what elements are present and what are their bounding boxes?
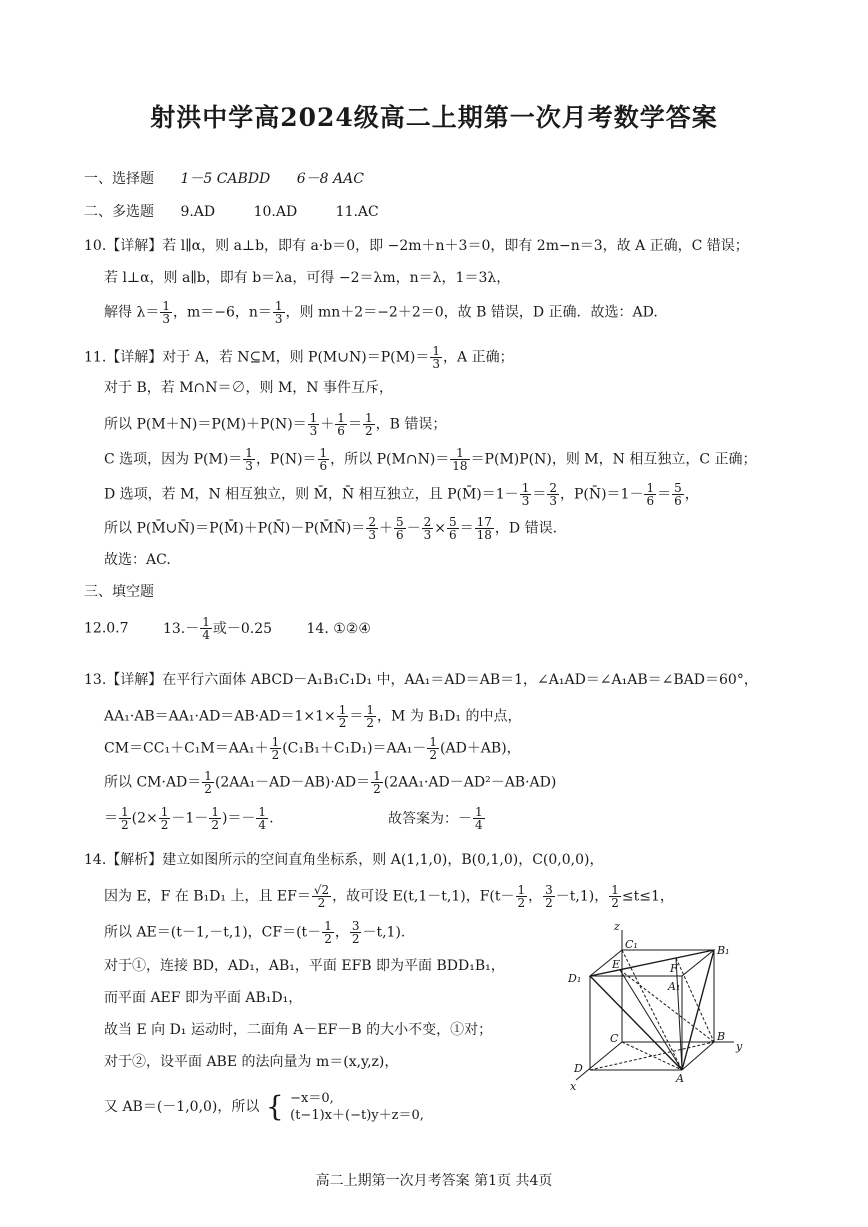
section-choice (84, 169, 364, 189)
q13-line-3: CM＝CC₁＋C₁M＝AA₁＋ $\frac{1}{2}$ (C₁B₁＋C₁D₁)＝AA₁－ $\frac{1}{2}$ (AD＋AB)， (104, 735, 521, 762)
q14-line-3: 所以 AE＝(t－1,－t,1)，CF＝(t－ $\frac{1}{2}$ ， $\frac{3}{2}$ －t,1). (104, 919, 406, 946)
q13-line-5: ＝ $\frac{1}{2}$ (2× $\frac{1}{2}$ －1－ $\frac{1}{2}$ )＝－ $\frac{1}{4}$ . 故答案为：－ $\frac{1}{4}$ (104, 806, 486, 831)
q13-line-2: AA₁·AB＝AA₁·AD＝AB·AD＝1×1× $\frac{1}{2}$ ＝ $\frac{1}{2}$ ，M 为 B₁D₁ 的中点， (104, 703, 522, 730)
fraction: $\frac{1}{2}$ (364, 411, 373, 438)
fraction: $\frac{5}{6}$ (674, 481, 682, 508)
q10-text: ，则 mn＋2＝−2＋2＝0，故 B 错误，D 正确．故选：AD. (285, 304, 658, 321)
q10-text: 解得 λ＝ (104, 304, 160, 321)
fraction: $\frac{1}{2}$ (121, 805, 129, 832)
answer-12: 12.0.7 (84, 620, 129, 637)
label-C1: C₁ (625, 938, 638, 951)
edge-AB (682, 1042, 714, 1070)
q11-line-6: 所以 P(M̄∪N̄)＝P(M̄)＋P(N̄)－P(M̄N̄)＝ $\frac{2}{3}$ ＋ $\frac{5}{6}$ － $\frac{2}{3}$ × $\frac{5}{6}$ ＝ $\frac{17}{18}$ ，D 错误. (104, 515, 558, 542)
system-brace: { (265, 1090, 284, 1123)
q11-line-5: D 选项，若 M，N 相互独立，则 M̄，N̄ 相互独立，且 P(M̄)＝1－ $\frac{1}{3}$ ＝ $\frac{2}{3}$ ，P(N̄)＝1－ $\frac{1}{6}$ ＝ $\frac{5}{6}$ ， (104, 481, 699, 508)
q14-line-8: 又 AB＝(－1,0,0)，所以 { −x＝0, (t−1)x＋(−t)y＋z＝0, (104, 1090, 424, 1123)
q11-line-4: C 选项，因为 P(M)＝ $\frac{1}{3}$ ，P(N)＝ $\frac{1}{6}$ ，所以 P(M∩N)＝ $\frac{1}{18}$ ＝P(M)P(N)，则 M，N 相互独立，C 正确； (104, 446, 757, 473)
label-z: z (614, 922, 620, 933)
fraction: $\frac{2}{3}$ (423, 515, 432, 542)
fraction: $\frac{2}{3}$ (549, 481, 557, 508)
fraction: $\frac{1}{2}$ (211, 805, 219, 832)
label-D1: D₁ (568, 972, 582, 985)
answer-13: 13.－ $\frac{1}{4}$ 或－0.25 (162, 615, 273, 642)
label-B: B (717, 1030, 726, 1043)
section-fill-label: 三、填空题 (84, 584, 154, 600)
fraction: $\frac{3}{2}$ (545, 883, 553, 910)
fraction: $\frac{1}{6}$ (337, 411, 345, 438)
q10-line-3 (104, 300, 658, 325)
fraction: $\frac{17}{18}$ (476, 515, 492, 542)
fraction: $\frac{2}{3}$ (368, 515, 376, 542)
q14-line-7: 对于②，设平面 ABE 的法向量为 m＝(x,y,z)， (104, 1054, 399, 1070)
q11-line-1: 11.【详解】对于 A，若 N⊆M，则 P(M∪N)＝P(M)＝ $\frac{1}{3}$ ，A 正确； (84, 344, 514, 371)
answer-11: 11.AC (335, 204, 379, 220)
fraction: $\frac{1}{2}$ (373, 769, 381, 796)
section-multi (84, 202, 379, 222)
q14-line-6: 故当 E 向 D₁ 运动时，二面角 A－EF－B 的大小不变，①对； (104, 1022, 493, 1038)
label-A: A (676, 1072, 684, 1085)
fill-answers (84, 616, 371, 641)
q13-line-4: 所以 CM·AD＝ $\frac{1}{2}$ (2AA₁－AD－AB)·AD＝ $\frac{1}{2}$ (2AA₁·AD－AD²－AB·AD) (104, 769, 557, 796)
fraction: $\frac{5}{6}$ (448, 515, 457, 542)
q11-line-3: 所以 P(M＋N)＝P(M)＋P(N)＝ $\frac{1}{3}$ ＋ $\frac{1}{6}$ ＝ $\frac{1}{2}$ ，B 错误； (104, 411, 447, 438)
label-E: E (612, 958, 621, 971)
equation-system: −x＝0, (t−1)x＋(−t)y＋z＝0, (290, 1091, 424, 1123)
q10-text: ，m＝−6，n＝ (172, 304, 272, 321)
label-x: x (570, 1080, 577, 1092)
diag-DB (590, 1042, 714, 1070)
answer-9: 9.AD (180, 204, 216, 220)
fraction: $\frac{1}{18}$ (452, 446, 468, 473)
label-D: D (574, 1062, 583, 1075)
q14-line-5: 而平面 AEF 即为平面 AB₁D₁， (104, 990, 303, 1006)
fraction: $\frac{1}{3}$ (245, 446, 253, 473)
fraction: $\frac{1}{4}$ (258, 805, 267, 832)
fraction: $\frac{√2}{2}$ (313, 883, 330, 910)
page-footer: 高二上期第一次月考答案 第1页 共4页 (315, 1173, 553, 1189)
diag-D1B1 (590, 950, 714, 976)
q10-line-1: 10.【详解】若 l∥α，则 a⊥b，即有 a·b＝0，即 −2m＋n＋3＝0，即有 2m−n＝3，故 A 正确，C 错误； (84, 238, 749, 254)
q11-line-2: 对于 B，若 M∩N＝∅，则 M，N 事件互斥， (104, 380, 393, 396)
cube-coordinate-figure (562, 922, 752, 1092)
fraction: $\frac{1}{6}$ (319, 446, 328, 473)
section-choice-label: 一、选择题 (84, 171, 154, 187)
label-A1: A₁ (668, 980, 681, 993)
answers-6-8: 6－8 AAC (296, 171, 364, 187)
fraction: $\frac{1}{2}$ (271, 735, 280, 762)
q13-final-answer: 故答案为：－ $\frac{1}{4}$ (387, 805, 483, 832)
fraction: $\frac{1}{2}$ (324, 919, 332, 946)
q14-line-2: 因为 E，F 在 B₁D₁ 上，且 EF＝ $\frac{√2}{2}$ ，故可设 E(t,1－t,1)，F(t－ $\frac{1}{2}$ ， $\frac{3}{2}$ －t,1)， $\frac{1}{2}$ ≤t≤1， (104, 883, 674, 910)
fraction: $\frac{1}{2}$ (611, 883, 619, 910)
fraction: $\frac{1}{3}$ (162, 299, 170, 326)
page-title: 射洪中学高2024级高二上期第一次月考数学答案 (150, 103, 718, 132)
answer-10: 10.AD (253, 204, 298, 220)
fraction: $\frac{1}{6}$ (646, 481, 655, 508)
fraction: $\frac{1}{2}$ (429, 735, 438, 762)
fraction: $\frac{5}{6}$ (395, 515, 404, 542)
section-multi-label: 二、多选题 (84, 204, 154, 220)
q11-line-7: 故选：AC. (104, 552, 171, 568)
q13-line-1: 13.【详解】在平行六面体 ABCD－A₁B₁C₁D₁ 中，AA₁＝AD＝AB＝1，∠A₁AD＝∠A₁AB＝∠BAD＝60°， (84, 672, 758, 688)
fraction: $\frac{1}{2}$ (204, 769, 212, 796)
fraction: $\frac{1}{2}$ (366, 703, 375, 730)
fraction: $\frac{1}{2}$ (160, 805, 169, 832)
fraction: $\frac{1}{2}$ (338, 703, 347, 730)
q14-line-4: 对于①，连接 BD，AD₁，AB₁，平面 EFB 即为平面 BDD₁B₁， (104, 958, 505, 974)
line-EB (620, 970, 714, 1042)
q10-line-2: 若 l⊥α，则 a∥b，即有 b＝λa，可得 −2＝λm，n＝λ，1＝3λ， (104, 270, 511, 286)
fraction: $\frac{1}{3}$ (432, 344, 441, 371)
fraction: $\frac{1}{4}$ (474, 805, 483, 832)
label-F: F (670, 962, 678, 975)
fraction: $\frac{1}{3}$ (309, 411, 318, 438)
answer-14: 14. ①②④ (306, 620, 371, 637)
answers-1-5: 1－5 CABDD (180, 171, 271, 187)
fraction: $\frac{3}{2}$ (351, 919, 360, 946)
q14-line-1: 14.【解析】建立如图所示的空间直角坐标系，则 A(1,1,0)，B(0,1,0)，C(0,0,0)， (84, 852, 604, 868)
fraction: $\frac{1}{4}$ (202, 615, 210, 642)
label-y: y (736, 1040, 743, 1053)
label-B1: B₁ (717, 944, 730, 957)
fraction: $\frac{1}{3}$ (274, 299, 283, 326)
x-axis (576, 1042, 622, 1080)
fraction: $\frac{1}{3}$ (521, 481, 530, 508)
fraction: $\frac{1}{2}$ (517, 883, 526, 910)
line-B1A (682, 950, 714, 1070)
label-C: C (610, 1032, 619, 1045)
